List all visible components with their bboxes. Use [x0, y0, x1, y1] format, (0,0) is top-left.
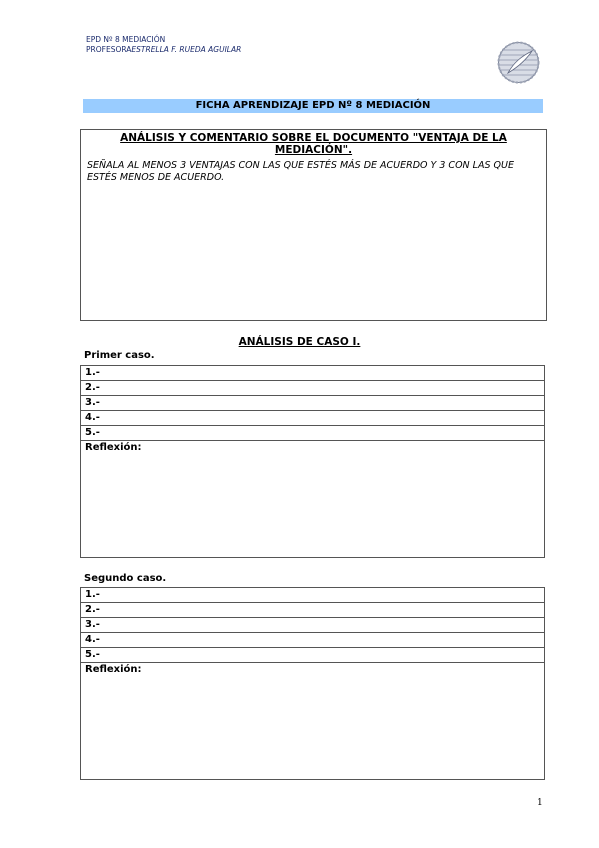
case-row: 4.- [81, 411, 544, 426]
professor-label: PROFESORA [86, 45, 132, 54]
case-row: 2.- [81, 603, 544, 618]
header-course: EPD Nº 8 MEDIACIÓN [86, 35, 166, 44]
case-reflection: Reflexión: [85, 664, 142, 675]
page-number: 1 [537, 798, 543, 808]
professor-name: ESTRELLA F. RUEDA AGUILAR [131, 45, 242, 54]
case-row: 3.- [81, 618, 544, 633]
case-table-first [80, 365, 545, 558]
case-table-second [80, 587, 545, 780]
analysis-title: ANÁLISIS Y COMENTARIO SOBRE EL DOCUMENTO "VENTAJA DE LA MEDIACIÓN". [120, 132, 507, 156]
document-header [86, 35, 241, 55]
page-title: FICHA APRENDIZAJE EPD Nº 8 MEDIACIÓN [83, 99, 543, 113]
analysis-instructions: SEÑALA AL MENOS 3 VENTAJAS CON LAS QUE ESTÉS MÁS DE ACUERDO Y 3 CON LAS QUE ESTÉS MENOS DE ACUERDO. [87, 160, 514, 183]
university-logo-icon [496, 40, 541, 85]
case-row: 2.- [81, 381, 544, 396]
section-title: ANÁLISIS DE CASO I. [238, 336, 361, 348]
analysis-box [80, 129, 547, 321]
case-row: 4.- [81, 633, 544, 648]
case-label-second: Segundo caso. [84, 573, 167, 584]
case-row: 5.- [81, 426, 544, 441]
case-reflection: Reflexión: [85, 442, 142, 453]
header-professor [86, 45, 241, 55]
case-row: 3.- [81, 396, 544, 411]
case-label-first: Primer caso. [84, 350, 155, 361]
case-row: 5.- [81, 648, 544, 663]
case-row: 1.- [81, 588, 544, 603]
case-row: 1.- [81, 366, 544, 381]
